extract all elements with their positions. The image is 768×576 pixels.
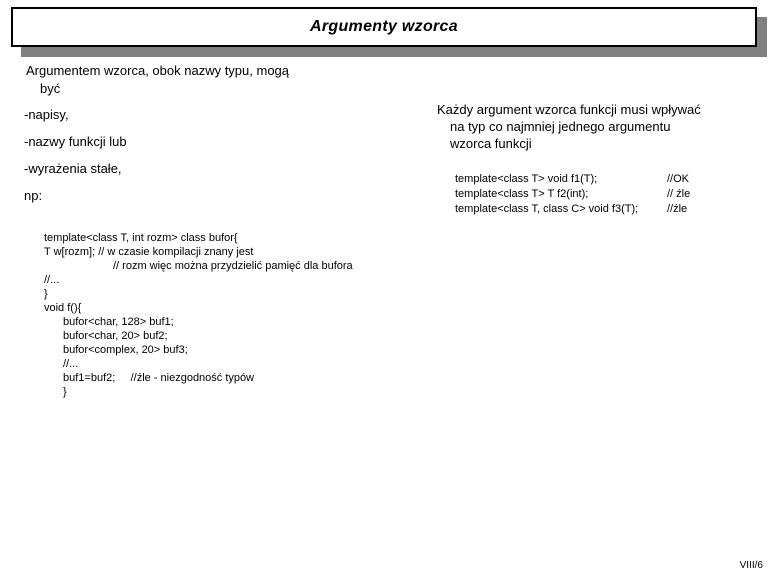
right-note-paragraph <box>437 101 701 152</box>
right-code-comment: // źle <box>667 188 691 200</box>
bullet-item-napisy: -napisy, <box>24 107 69 122</box>
right-code-row <box>455 202 690 217</box>
code-line: buf1=buf2; //źle - niezgodność typów <box>63 372 255 384</box>
right-code-block <box>455 172 690 217</box>
bullet-list <box>24 107 127 188</box>
right-code-statement: template<class T> T f2(int); <box>455 188 589 200</box>
code-line: template<class T, int rozm> class bufor{ <box>44 232 238 244</box>
code-line: } <box>63 386 67 398</box>
title-bar <box>11 7 757 47</box>
code-line: bufor<char, 128> buf1; <box>63 316 174 328</box>
code-line: bufor<char, 20> buf2; <box>63 330 168 342</box>
code-line: // rozm więc można przydzielić pamięć dla bufora <box>113 260 353 272</box>
code-line: void f(){ <box>44 302 82 314</box>
right-code-row <box>455 172 690 187</box>
main-code-block <box>44 231 353 399</box>
right-note-line-1: Każdy argument wzorca funkcji musi wpływać <box>437 102 701 117</box>
code-line: bufor<complex, 20> buf3; <box>63 344 188 356</box>
intro-line-1: Argumentem wzorca, obok nazwy typu, mogą <box>26 63 290 78</box>
bullet-item-nazwy-funkcji: -nazwy funkcji lub <box>24 134 127 149</box>
page-number: VIII/6 <box>739 560 763 571</box>
intro-paragraph <box>26 62 289 98</box>
right-code-row <box>455 187 690 202</box>
right-code-comment: //OK <box>667 173 690 185</box>
right-note-line-3: wzorca funkcji <box>450 136 532 151</box>
right-note-line-2: na typ co najmniej jednego argumentu <box>450 119 671 134</box>
example-label: np: <box>24 188 43 203</box>
code-line: T w[rozm]; // w czasie kompilacji znany jest <box>44 246 254 258</box>
code-line: } <box>44 288 48 300</box>
bullet-item-wyrazenia-stale: -wyrażenia stałe, <box>24 161 122 176</box>
slide-title: Argumenty wzorca <box>310 18 458 35</box>
right-code-statement: template<class T> void f1(T); <box>455 173 598 185</box>
right-code-comment: //źle <box>667 203 688 215</box>
code-line: //... <box>44 274 60 286</box>
intro-line-2: być <box>40 81 61 96</box>
right-code-statement: template<class T, class C> void f3(T); <box>455 203 639 215</box>
code-line: //... <box>63 358 79 370</box>
